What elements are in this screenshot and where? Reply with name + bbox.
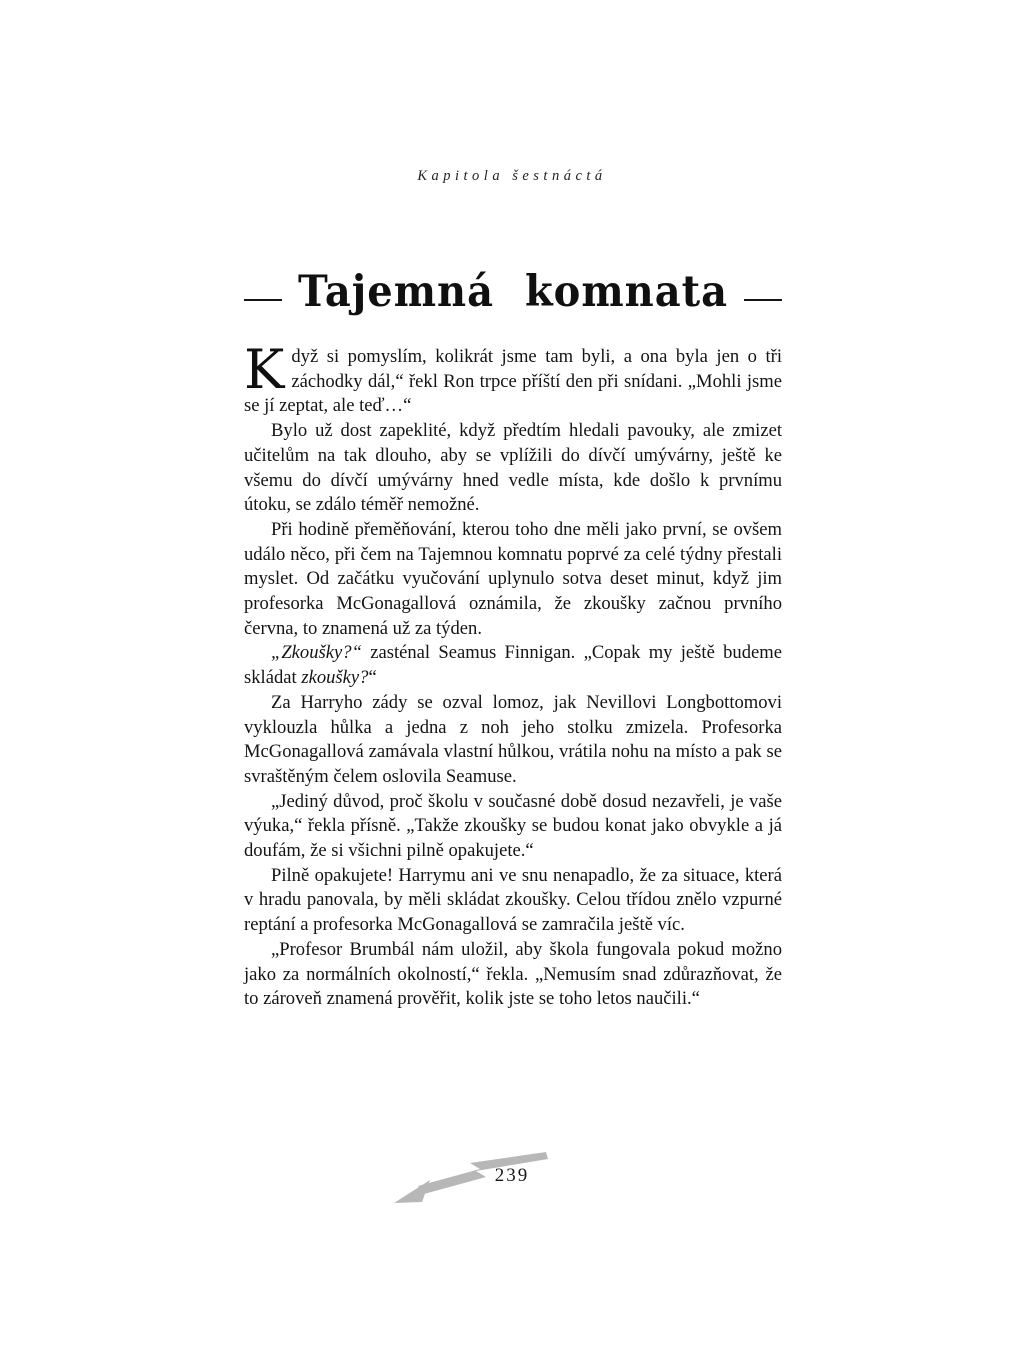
paragraph (244, 338, 782, 419)
text-run: “ (368, 667, 377, 689)
text-run: Za Harryho zády se ozval lomoz, jak Nevillovi Longbottomovi vyklouzla hůlka a jedna z noh jeho stolku zmizela. Profesorka McGonagallová zamávala vlastní hůlkou, vrátila nohu na místo a pak se svraštěným čelem oslovila Seamuse. (244, 691, 782, 787)
text-run: zkoušky? (301, 667, 369, 689)
paragraph (244, 864, 782, 938)
text-run: „Profesor Brumbál nám uložil, aby škola fungovala pokud možno jako za normálních okolností,“ řekla. „Nemusím snad zdůrazňovat, že to zároveň znamená prověřit, kolik jste se toho letos naučili.“ (244, 938, 782, 1010)
drop-cap: K (244, 338, 285, 401)
text-run: Bylo už dost zapeklité, když předtím hledali pavouky, ale zmizet učitelům na tak dlouho, aby se vplížili do dívčí umývárny, ještě ke všemu do dívčí umývárny hned vedle místa, kde došlo k prvnímu útoku, se zdálo téměř nemožné. (244, 420, 782, 516)
paragraph (244, 419, 782, 518)
text-run: „Zkoušky?“ (271, 642, 362, 664)
paragraph (244, 790, 782, 864)
text-run: zasténal Seamus Finnigan. „Copak my ještě budeme skládat (244, 642, 782, 689)
text-run: Při hodině přeměňování, kterou toho dne měli jako první, se ovšem událo něco, při čem na Tajemnou komnatu poprvé za celé týdny přestali myslet. Od začátku vyučování uplynulo sotva deset minut, když jim profesorka McGonagallová oznámila, že zkoušky začnou prvního června, to znamená už za týden. (244, 518, 782, 639)
page-number: 239 (494, 1165, 530, 1186)
text-run: Pilně opakujete! Harrymu ani ve snu nenapadlo, že za situace, která v hradu panovala, by měli skládat zkoušky. Celou třídou znělo vzpurné reptání a profesorka McGonagallová se zamračila ještě víc. (244, 864, 782, 936)
paragraph (244, 518, 782, 642)
text-run: „Jediný důvod, proč školu v současné době dosud nezavřeli, je vaše výuka,“ řekla přísně. „Takže zkoušky se budou konat jako obvykle a já doufám, že si všichni pilně opakujete.“ (244, 790, 782, 862)
paragraph (244, 938, 782, 1012)
running-header: Kapitola šestnáctá (417, 168, 607, 184)
text-run: dyž si pomyslím, kolikrát jsme tam byli, a ona byla jen o tři záchodky dál,“ řekl Ron trpce příští den při snídani. „Mohli jsme se jí zeptat, ale teď…“ (244, 346, 782, 417)
paragraph (244, 691, 782, 790)
chapter-title: Tajemná komnata (297, 266, 729, 317)
title-rule-right (744, 299, 782, 301)
body-text (244, 338, 782, 1012)
chapter-title-row (244, 268, 782, 315)
title-rule-left (244, 299, 282, 301)
paragraph (244, 641, 782, 690)
